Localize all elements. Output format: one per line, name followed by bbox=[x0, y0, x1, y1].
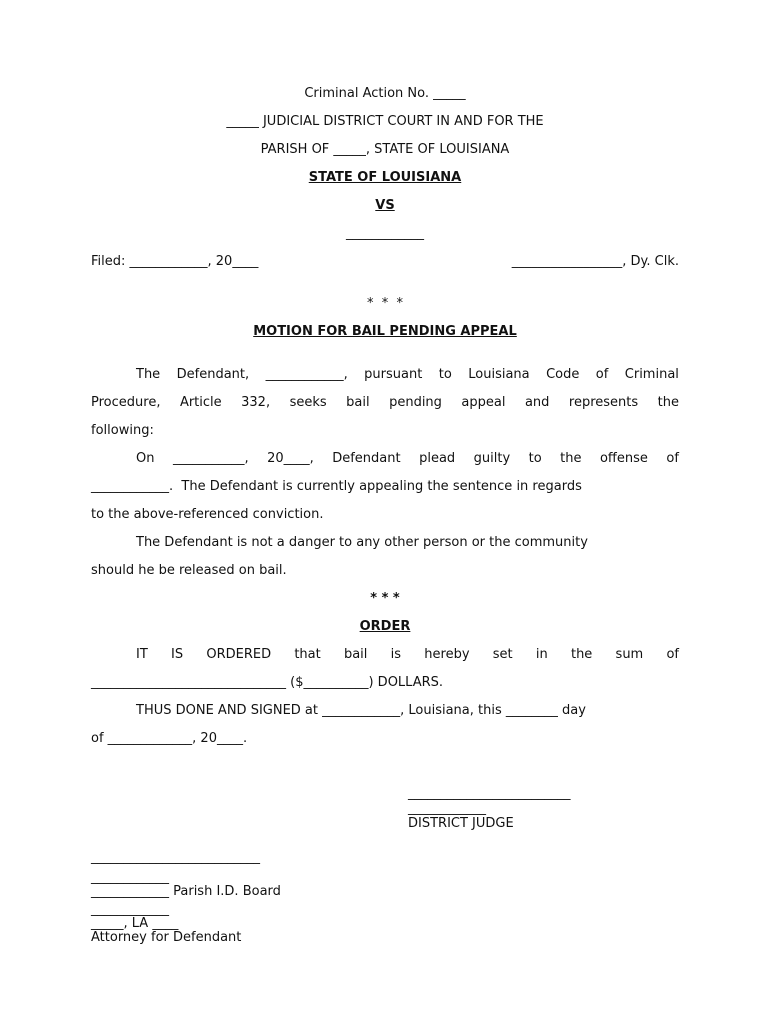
attorney-name-line: ____________ bbox=[91, 870, 169, 885]
word: Louisiana bbox=[468, 367, 530, 382]
filed-date: Filed: ____________, 20____ bbox=[91, 254, 259, 269]
attorney-signature-block bbox=[91, 851, 391, 945]
word: Article bbox=[179, 395, 222, 410]
order-line-2: ______________________________ ($__________) DOLLARS. bbox=[91, 675, 444, 690]
word: Defendant, bbox=[176, 367, 250, 382]
paragraph-2-line-1 bbox=[91, 449, 679, 477]
word: pursuant bbox=[364, 367, 423, 382]
judge-signature-line: _________________________ bbox=[408, 786, 571, 801]
word: Criminal bbox=[624, 367, 679, 382]
word: is bbox=[390, 647, 402, 662]
word: offense bbox=[599, 451, 648, 466]
judge-signature-block bbox=[408, 786, 678, 831]
word: hereby bbox=[424, 647, 470, 662]
word: sum bbox=[615, 647, 644, 662]
versus-label: VS bbox=[375, 198, 395, 213]
word: On bbox=[136, 451, 155, 466]
word: The bbox=[136, 367, 161, 382]
attorney-address-line: ____________ bbox=[91, 902, 169, 917]
order-line-3: THUS DONE AND SIGNED at ____________, Louisiana, this ________ day bbox=[136, 703, 586, 718]
paragraph-2-line-3: to the above-referenced conviction. bbox=[91, 507, 324, 522]
word: seeks bbox=[289, 395, 327, 410]
word: the bbox=[570, 647, 593, 662]
word: IS bbox=[171, 647, 184, 662]
deputy-clerk: _________________, Dy. Clk. bbox=[511, 254, 679, 269]
word: the bbox=[657, 395, 679, 410]
parish-line: PARISH OF _____, STATE OF LOUISIANA bbox=[260, 142, 510, 157]
word: of bbox=[666, 451, 679, 466]
judge-signature-line-2: ____________ bbox=[408, 801, 486, 816]
attorney-title: Attorney for Defendant bbox=[91, 930, 242, 945]
paragraph-1-line-1 bbox=[91, 365, 679, 393]
paragraph-1-line-3: following: bbox=[91, 423, 154, 438]
word: of bbox=[595, 367, 609, 382]
word: 20____, bbox=[267, 451, 314, 466]
document-page bbox=[91, 84, 679, 757]
court-name-line: _____ JUDICIAL DISTRICT COURT IN AND FOR THE bbox=[226, 114, 544, 129]
paragraph-2-line-2: ____________. The Defendant is currently appealing the sentence in regards bbox=[91, 479, 582, 494]
attorney-signature-line: __________________________ bbox=[91, 850, 260, 865]
paragraph-3-line-1: The Defendant is not a danger to any other person or the community bbox=[136, 535, 588, 550]
section-separator: * * * bbox=[366, 296, 404, 311]
order-line-4: of _____________, 20____. bbox=[91, 731, 248, 746]
word: ORDERED bbox=[206, 647, 272, 662]
word: ____________, bbox=[265, 367, 348, 382]
word: bail bbox=[343, 647, 368, 662]
word: Code bbox=[546, 367, 580, 382]
word: plead bbox=[419, 451, 456, 466]
word: Procedure, bbox=[91, 395, 161, 410]
word: of bbox=[666, 647, 679, 662]
word: bail bbox=[346, 395, 370, 410]
word: represents bbox=[568, 395, 639, 410]
paragraph-3-line-2: should he be released on bail. bbox=[91, 563, 287, 578]
word: Defendant bbox=[332, 451, 401, 466]
criminal-action-number: Criminal Action No. _____ bbox=[304, 86, 466, 101]
word: that bbox=[294, 647, 321, 662]
word: IT bbox=[136, 647, 148, 662]
plaintiff-state: STATE OF LOUISIANA bbox=[308, 170, 462, 185]
judge-title: DISTRICT JUDGE bbox=[408, 816, 514, 831]
attorney-city-line: _____, LA ____ bbox=[91, 916, 179, 931]
word: the bbox=[560, 451, 582, 466]
order-line-1 bbox=[91, 645, 679, 673]
motion-title: MOTION FOR BAIL PENDING APPEAL bbox=[253, 324, 517, 339]
word: to bbox=[528, 451, 542, 466]
word: guilty bbox=[473, 451, 511, 466]
word: pending bbox=[389, 395, 442, 410]
word: set bbox=[492, 647, 513, 662]
word: in bbox=[535, 647, 548, 662]
word: to bbox=[438, 367, 452, 382]
word: appeal bbox=[461, 395, 506, 410]
paragraph-1-line-2 bbox=[91, 393, 679, 421]
section-separator-2: * * * bbox=[370, 591, 400, 606]
word: 332, bbox=[241, 395, 271, 410]
filed-row bbox=[91, 252, 679, 280]
word: ___________, bbox=[172, 451, 249, 466]
attorney-bar-line: ____________ Parish I.D. Board bbox=[91, 884, 281, 899]
defendant-name-blank: ____________ bbox=[346, 226, 424, 241]
word: and bbox=[524, 395, 550, 410]
order-title: ORDER bbox=[359, 619, 411, 634]
